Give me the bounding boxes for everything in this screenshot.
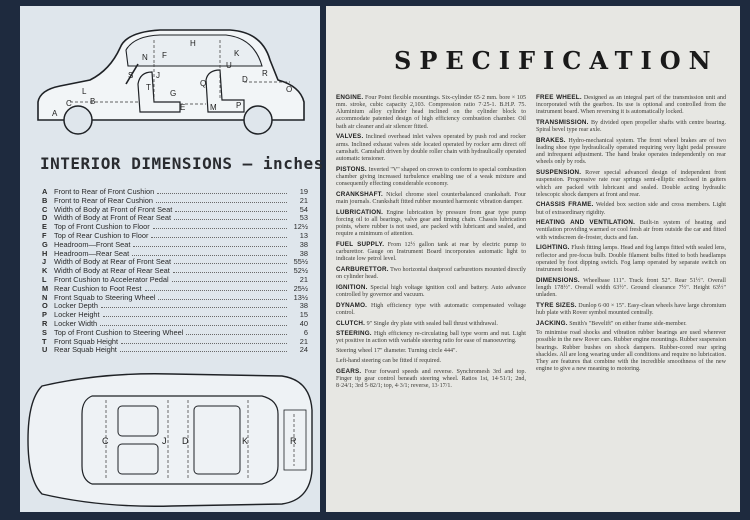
spec-text: Four Point flexible mountings. Six-cylinder 65·2 mm. bore × 105 mm. stroke, cubic capacity 2,103. Compression ratio 7·25-1. B.H.P. 75. Aluminium alloy cylinder head inclined on the cylinder block to accommodate patented design of high efficiency combustion chamber. Oil bath air cleaner and air silencer fitted. [336,95,526,130]
spec-heading: PISTONS. [336,165,367,173]
spec-paragraph [536,302,726,317]
spec-heading: JACKING. [536,319,568,327]
leader-dots [133,242,287,247]
leader-dots [121,339,287,344]
dimension-description: Locker Height [54,310,100,320]
plan-body-outline [28,374,312,507]
spec-heading: CLUTCH. [336,319,366,327]
leader-dots [120,347,287,352]
dimension-value: 19 [299,187,308,196]
spec-heading: ENGINE. [336,94,364,101]
spec-text: Smith's "Bevelift" on either frame side-member. [569,320,687,327]
leader-dots [186,330,287,335]
spec-paragraph [336,94,526,131]
dimension-code: R [42,318,48,328]
front-wheel [64,106,92,134]
spec-paragraph [336,191,526,206]
leader-dots [145,286,288,291]
spec-heading: DYNAMO. [336,301,368,309]
dimension-description: Front Squab Height [54,336,119,346]
dimension-code: G [42,239,48,249]
dimension-description: Front Cushion to Accelerator Pedal [54,274,169,284]
leader-dots [151,233,287,238]
dimension-value: 55½ [293,257,308,267]
dimension-code: M [42,283,49,293]
spec-text: Welded box section side and cross members. Light but of extraordinary rigidity. [536,202,726,216]
dimension-code: B [42,195,48,205]
spec-text: 9" Single dry plate with sealed ball thrust withdrawal. [366,320,498,327]
dimension-description: Locker Width [54,318,98,328]
spec-heading: DIMENSIONS. [536,276,580,284]
dimension-description: Top of Front Cushion to Floor [54,222,150,232]
spec-heading: STEERING. [336,330,372,338]
diagram-letter: P [236,101,242,110]
spec-right-column [536,94,726,376]
leader-dots [156,198,287,203]
dimension-code: K [42,266,48,276]
spec-text: Two horizontal dustproof carburettors mounted directly on cylinder head. [336,266,526,280]
dimension-value: 38 [299,239,308,249]
spec-text: Left-hand steering can be fitted if required. [336,357,442,364]
spec-heading: IGNITION. [336,283,368,291]
spec-paragraph [536,219,726,241]
dimension-description: Width of Body at Rear of Rear Seat [54,266,170,276]
spec-paragraph [336,348,526,355]
spec-heading: TYRE SIZES. [536,301,577,309]
spec-paragraph [336,368,526,390]
dimension-description: Front to Rear of Front Cushion [54,187,155,196]
diagram-letter: H [190,39,196,48]
spec-heading: VALVES. [336,133,364,141]
spec-paragraph [536,330,726,373]
leader-dots [173,268,287,273]
dimension-value: 40 [299,318,308,328]
dimension-code: D [42,213,48,223]
spec-text: Dunlop 6·00 × 15". Easy-clean wheels have large chromium hub plate with Rover symbol mounted centrally. [536,302,726,316]
spec-heading: FUEL SUPPLY. [336,240,385,248]
dimension-code: O [42,301,48,311]
diagram-letter: N [142,53,148,62]
spec-paragraph [536,201,726,216]
spec-text: From 12½ gallon tank at rear by electric pump to carburettor. Gauge on Instrument Board incorporates automatic light to indicate low petrol level. [336,241,527,263]
car-plan-view-diagram [22,370,318,510]
dimension-code: P [42,310,47,320]
diagram-letter: A [52,109,58,118]
spec-text: Four forward speeds and reverse. Synchromesh 3rd and top. Finger tip gear control beneath steering wheel. Ratios 1st, 14·51/1; 2nd, 8·24/1; 3rd 5·82/1; top, 4·3/1; reverse, 13·17/1. [336,368,526,390]
dimension-description: Front to Rear of Rear Cushion [54,195,153,205]
specification-title: SPECIFICATION [394,46,719,75]
spec-text: Designed as an integral part of the transmission unit and incorporated with the gearbox. Its use is optional and controlled from the instrument board. When reversing it is automatically locked. [536,95,727,116]
car-side-profile-diagram [30,20,310,140]
dimension-description: Top of Rear Cushion to Floor [54,230,149,240]
dimension-description: Headroom—Rear Seat [54,248,130,258]
dimension-code: A [42,187,48,196]
spec-text: Rover special advanced design of independent front suspension. Progressive rate rear springs semi-elliptic enclosed in gaiters which are packed with lubricant and sealed. Double acting hydraulic telescopic shock dampers at front and rear. [536,170,726,198]
diagram-letter: K [234,49,240,58]
dimension-code: F [42,230,47,240]
dimension-value: 24 [299,345,308,355]
diagram-letter: G [170,89,177,98]
diagram-letter: F [162,51,167,60]
dimension-description: Width of Body at Front of Rear Seat [54,213,172,223]
dimension-description: Width of Body at Front of Front Seat [54,204,173,214]
leader-dots [103,312,287,317]
spec-text: By divided open propeller shafts with centre bearing. Spiral bevel type rear axle. [536,120,727,134]
diagram-letter: U [226,61,232,70]
dimension-value: 38 [299,248,308,258]
spec-text: High efficiency re-circulating ball type worm and nut. Light yet positive in action with variable steering ratio for ease of manoeuvring. [336,331,526,345]
dimension-description: Width of Body at Rear of Front Seat [54,257,172,267]
dimension-value: 6 [303,327,308,337]
leader-dots [158,295,287,300]
plan-letter: C [102,436,109,446]
spec-text: Wheelbase 111". Track front 52". Rear 51½". Overall length 178½". Overall width 63½". Ground clearance 7½". Height 63½" unladen. [536,277,726,298]
spec-text: To minimise road shocks and vibration rubber bearings are used wherever possible in the new Rover cars. Rubber engine mountings. Rubber suspension bearings. Rubber bushes on shock dampers. Rubber-cored rear spring shackles. All are long wearing under all conditions and require no lubrication. They are features that combine with the incredible smoothness of the new engine to give a new meaning to motoring. [536,330,726,373]
dimension-row [42,346,308,355]
spec-paragraph [536,169,726,199]
dimension-code: U [42,345,48,355]
diagram-letter: E [180,103,186,112]
spec-paragraph [536,277,726,299]
spec-text: Flush fitting lamps. Head and fog lamps fitted with sealed lens, reflector and pre-focus bulb. Double filament bulbs fitted to both headlamps operated by foot dipping switch. Fog lamp operated by separate switch on instrument board. [536,245,726,273]
diagram-letter: R [262,69,268,78]
spec-paragraph [336,133,526,163]
spec-heading: CHASSIS FRAME. [536,201,594,209]
leader-dots [175,207,287,212]
spec-text: Hydro-mechanical system. The front wheel brakes are of two leading shoe type hydraulically operated requiring very light pedal pressure and infrequent adjustment. The hand brake operates independently on rear wheels only by rods. [536,137,726,166]
spec-paragraph [536,137,726,167]
spec-text: Special high voltage ignition coil and battery. Auto advance controlled by governor and vacuum. [336,284,526,298]
leader-dots [100,321,287,326]
leader-dots [157,189,287,194]
spec-heading: LUBRICATION. [336,208,384,216]
leader-dots [172,277,287,282]
diagram-letter: Q [200,79,207,88]
spec-heading: SUSPENSION. [536,169,582,177]
diagram-letter: J [156,71,160,80]
plan-letter: D [182,436,189,446]
right-page [326,6,740,512]
dimension-code: H [42,248,48,258]
spec-paragraph [336,302,526,317]
spec-paragraph [336,330,526,345]
dimension-description: Rear Cushion to Foot Rest [54,283,142,293]
diagram-letter: M [210,103,217,112]
spec-text: Steering wheel 17" diameter. Turning circle 444". [336,348,458,355]
diagram-letter: T [146,83,151,92]
plan-letter: K [242,436,249,446]
spec-text: Inverted "V" shaped on crown to conform to special combustion chamber giving increased turbulence enabling use of a weak mixture and consequently effecting considerable economy. [336,166,526,187]
dimension-value: 53 [299,213,308,223]
dimension-value: 15 [299,310,308,320]
leader-dots [174,259,287,264]
diagram-letter: D [242,75,248,84]
spec-paragraph [536,320,726,328]
spec-paragraph [336,320,526,328]
dimension-description: Headroom—Front Seat [54,239,131,249]
spec-heading: CARBURETTOR. [336,265,389,273]
diagram-letter: O [286,85,293,94]
diagram-letter: B [90,97,96,106]
dimension-code: S [42,327,47,337]
spec-paragraph [536,94,726,116]
spec-text: Inclined overhead inlet valves operated by push rod and rocker arms. Inclined exhaust valves side located operated by rocker arm direct off camshaft. Camshaft driven by double roller chain with hydraulically operated automatic tensioner. [336,134,526,162]
dimension-value: 12½ [293,222,308,232]
spec-heading: FREE WHEEL. [536,94,582,101]
spec-paragraph [336,166,526,188]
dimension-value: 21 [299,195,308,205]
plan-letter: J [162,436,167,446]
spec-heading: HEATING AND VENTILATION. [536,219,636,227]
dimension-value: 13 [299,230,308,240]
dimension-code: E [42,222,47,232]
leader-dots [132,251,287,256]
dimension-code: T [42,336,47,346]
dimension-value: 21 [299,274,308,284]
diagram-letter: C [66,99,72,108]
spec-text: High efficiency type with automatic compensated voltage control. [336,302,526,316]
spec-paragraph [536,119,726,134]
leader-dots [101,303,287,308]
dimension-value: 21 [299,336,308,346]
spec-text: Built-in system of heating and ventilation providing warmed or cool fresh air from outside the car and fitted with windscreen de-froster, ducts and fan. [536,220,726,241]
dimension-value: 13½ [293,292,308,302]
spec-paragraph [336,241,526,263]
rear-wheel [244,106,272,134]
dimension-value: 54 [299,204,308,214]
dimension-description: Top of Front Cushion to Steering Wheel [54,327,184,337]
diagram-letter: L [82,87,87,96]
left-page [20,6,324,512]
spec-heading: GEARS. [336,367,362,375]
dimension-value: 52½ [293,266,308,276]
dimension-code: C [42,204,48,214]
interior-dimensions-title: INTERIOR DIMENSIONS — inches [40,154,324,173]
spec-paragraph [536,244,726,274]
plan-letter: R [290,436,297,446]
dimension-code: L [42,274,47,284]
spec-heading: LIGHTING. [536,244,570,252]
spec-paragraph [336,266,526,281]
spec-heading: CRANKSHAFT. [336,190,383,198]
spec-text: Nickel chrome steel counterbalanced crankshaft. Four main journals. Crankshaft fitted rubber mounted harmonic vibration damper. [336,191,526,205]
dimension-description: Front Squab to Steering Wheel [54,292,156,302]
spec-heading: BRAKES. [536,136,566,144]
spec-paragraph [336,284,526,299]
spec-paragraph [336,358,526,365]
spec-paragraph [336,209,526,239]
dimension-description: Locker Depth [54,301,98,311]
dimension-code: N [42,292,48,302]
interior-dimensions-table [42,188,308,355]
dimension-value: 38 [299,301,308,311]
dimension-value: 25½ [293,283,308,293]
leader-dots [153,224,287,229]
dimension-description: Rear Squab Height [54,345,117,355]
leader-dots [174,215,287,220]
dimension-code: J [42,257,47,267]
spec-left-column [336,94,526,393]
spec-heading: TRANSMISSION. [536,119,589,127]
spec-text: Engine lubrication by pressure from gear type pump forcing oil to all bearings, valve gear and timing chain. Chassis lubrication points, where rubber is not used, are packed with lubricant and sealed, and require a minimum of attention. [336,209,526,238]
diagram-letter: S [128,71,134,80]
